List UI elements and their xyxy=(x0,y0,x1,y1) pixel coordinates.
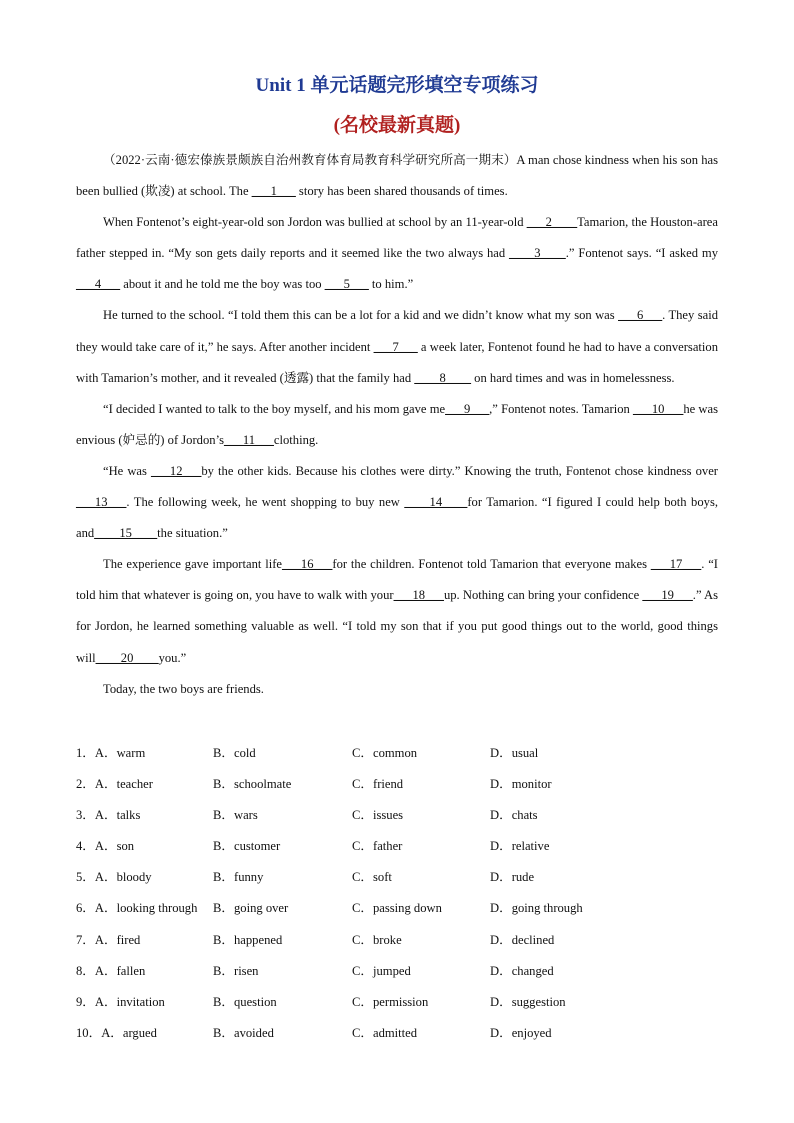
option-b: B．wars xyxy=(213,808,258,823)
paragraph-6 xyxy=(76,549,718,673)
answer-options xyxy=(76,738,736,1049)
text: .” Fontenot says. “I asked my xyxy=(565,246,718,261)
option-row-3 xyxy=(76,800,736,831)
option-row-5 xyxy=(76,862,736,893)
option-b: B．schoolmate xyxy=(213,777,292,792)
blank-5: ___5___ xyxy=(324,277,369,292)
option-c: C．father xyxy=(352,839,403,854)
blank-12: ___12___ xyxy=(151,463,202,478)
text: Tamarion, the Houston-area father stepped in. “My son gets daily reports and it seemed like the two always had xyxy=(76,215,718,261)
option-d: D．going through xyxy=(490,901,583,916)
blank-16: ___16___ xyxy=(282,557,333,572)
option-row-9 xyxy=(76,987,736,1018)
text: . They said they would take care of it,” he says. After another incident xyxy=(76,308,718,354)
option-c: C．admitted xyxy=(352,1025,418,1040)
option-a: 6．A．looking through xyxy=(76,901,198,916)
option-c: C．broke xyxy=(352,932,402,947)
text: up. Nothing can bring your confidence xyxy=(443,588,643,603)
option-a: 1．A．warm xyxy=(76,746,146,760)
option-row-4 xyxy=(76,831,736,862)
text: the situation.” xyxy=(157,526,228,541)
blank-18: ___18___ xyxy=(393,588,444,603)
text: “He was xyxy=(103,463,151,478)
paragraph-5 xyxy=(76,456,718,549)
text: a week later, Fontenot found he had to have a conversation with Tamarion’s mother, and it revealed (透露) that the family had xyxy=(76,339,718,385)
text: on hard times and was in homelessness. xyxy=(471,370,675,385)
text: The experience gave important life xyxy=(103,557,282,572)
blank-19: ___19___ xyxy=(642,588,693,603)
blank-7: ___7___ xyxy=(373,339,418,354)
page-subtitle: (名校最新真题) xyxy=(333,115,461,136)
text: ,” Fontenot notes. Tamarion xyxy=(489,401,633,416)
blank-1: ___1___ xyxy=(251,184,296,199)
option-c: C．jumped xyxy=(352,963,411,978)
option-c: C．passing down xyxy=(352,901,442,916)
text: He turned to the school. “I told them this can be a lot for a kid and we didn’t know what my son was xyxy=(103,308,619,323)
option-b: B．customer xyxy=(213,839,281,854)
option-c: C．permission xyxy=(352,994,429,1009)
option-d: D．changed xyxy=(490,963,554,978)
blank-14: ____14____ xyxy=(404,495,468,510)
option-d: D．relative xyxy=(490,839,550,854)
text: .” As for Jordon, he learned something valuable as well. “I told my son that if you put good things out to the world, good things will xyxy=(76,588,719,665)
option-a: 8．A．fallen xyxy=(76,963,146,978)
text: clothing. xyxy=(273,432,319,447)
option-d: D．monitor xyxy=(490,777,552,792)
text: When Fontenot’s eight-year-old son Jordon was bullied at school by an 11-year-old xyxy=(103,215,527,230)
option-c: C．friend xyxy=(352,777,404,792)
text: you.” xyxy=(158,650,187,665)
blank-3: ____3____ xyxy=(509,246,566,261)
paragraph-4 xyxy=(76,394,718,456)
option-a: 3．A．talks xyxy=(76,808,141,823)
page-title: Unit 1 单元话题完形填空专项练习 xyxy=(255,75,539,96)
option-c: C．issues xyxy=(352,808,404,823)
blank-2: ___2____ xyxy=(526,215,578,230)
text: for the children. Fontenot told Tamarion that everyone makes xyxy=(332,557,651,572)
paragraph-2 xyxy=(76,207,718,300)
blank-8: ____8____ xyxy=(414,370,471,385)
option-a: 7．A．fired xyxy=(76,932,141,947)
paragraph-1 xyxy=(76,145,718,207)
option-b: B．happened xyxy=(213,932,283,947)
option-a: 2．A．teacher xyxy=(76,777,153,792)
option-d: D．declined xyxy=(490,932,555,947)
blank-6: ___6___ xyxy=(618,308,663,323)
option-b: B．going over xyxy=(213,901,289,916)
blank-11: ___11___ xyxy=(223,432,274,447)
option-row-7 xyxy=(76,925,736,956)
text: he was envious (妒忌的) of Jordon’s xyxy=(76,401,718,447)
blank-15: ____15____ xyxy=(94,526,158,541)
option-a: 10．A．argued xyxy=(76,1025,157,1040)
paragraph-7: Today, the two boys are friends. xyxy=(103,681,264,696)
option-d: D．usual xyxy=(490,746,539,760)
option-a: 4．A．son xyxy=(76,839,135,854)
text: for Tamarion. “I figured I could help both boys, and xyxy=(76,495,718,541)
text: “I decided I wanted to talk to the boy myself, and his mom gave me xyxy=(103,401,446,416)
blank-13: ___13___ xyxy=(76,495,127,510)
option-b: B．funny xyxy=(213,870,264,885)
option-row-8 xyxy=(76,956,736,987)
text: . The following week, he went shopping to buy new xyxy=(126,495,405,510)
blank-9: ___9___ xyxy=(445,401,490,416)
text: to him.” xyxy=(368,277,414,292)
text: . “I told him that whatever is going on, you have to walk with your xyxy=(76,557,718,603)
option-c: C．soft xyxy=(352,870,392,885)
paragraph-3 xyxy=(76,300,718,393)
option-a: 9．A．invitation xyxy=(76,994,165,1009)
text: story has been shared thousands of times. xyxy=(295,184,508,199)
option-d: D．chats xyxy=(490,808,538,823)
blank-4: ___4___ xyxy=(76,277,121,292)
text: （2022·云南·德宏傣族景颇族自治州教育体育局教育科学研究所高一期末）A man chose kindness when his son has been bullied (欺凌) at school. The xyxy=(76,153,718,199)
option-d: D．enjoyed xyxy=(490,1025,552,1040)
option-d: D．rude xyxy=(490,870,535,885)
option-d: D．suggestion xyxy=(490,994,566,1009)
option-row-1 xyxy=(76,738,736,769)
option-c: C．common xyxy=(352,746,418,760)
blank-20: ____20____ xyxy=(95,650,159,665)
text: about it and he told me the boy was too xyxy=(120,277,325,292)
option-b: B．risen xyxy=(213,963,259,978)
blank-10: ___10___ xyxy=(632,401,684,416)
option-a: 5．A．bloody xyxy=(76,870,152,885)
option-b: B．question xyxy=(213,994,277,1009)
option-row-6 xyxy=(76,893,736,924)
cloze-passage xyxy=(76,145,718,705)
blank-17: ___17___ xyxy=(650,557,702,572)
text: by the other kids. Because his clothes were dirty.” Knowing the truth, Fontenot chose kindness over xyxy=(201,463,718,478)
option-row-2 xyxy=(76,769,736,800)
option-row-10 xyxy=(76,1018,736,1049)
option-b: B．cold xyxy=(213,746,256,760)
option-b: B．avoided xyxy=(213,1025,274,1040)
